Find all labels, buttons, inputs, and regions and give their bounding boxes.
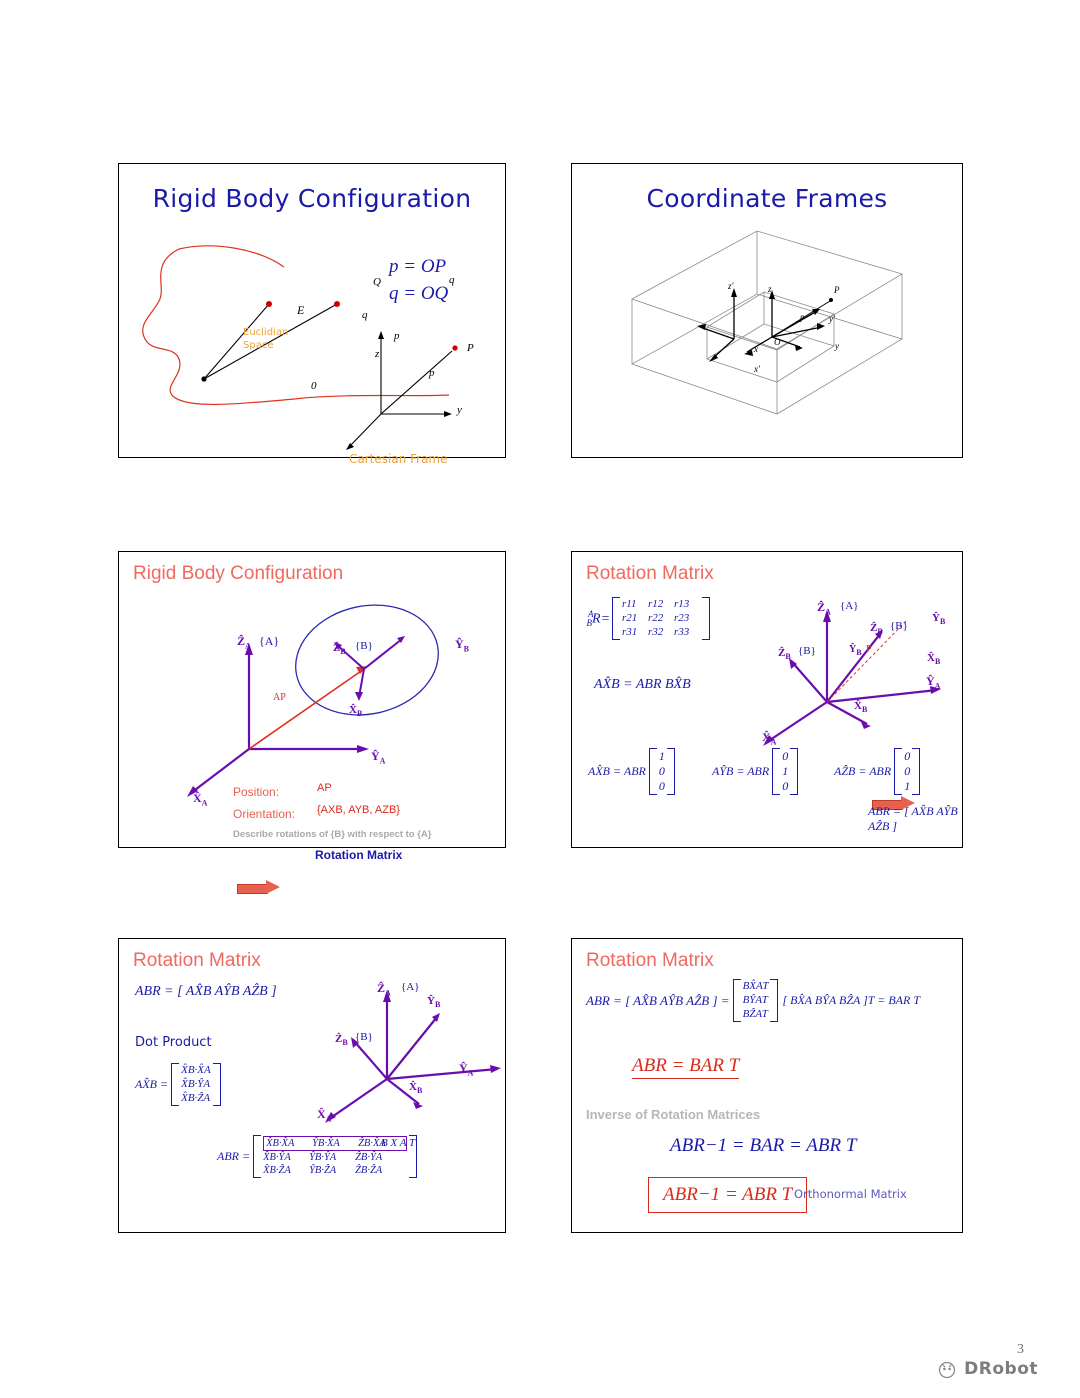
watermark-text: DRobot xyxy=(964,1359,1038,1379)
slide-title: Rotation Matrix xyxy=(586,950,714,971)
label-Z-B: Ẑ$_B$ xyxy=(335,1033,348,1048)
label-vector-p: p xyxy=(800,312,805,322)
top-equation: ABR = [ AX̂B AŶB AẐB ] xyxy=(135,984,277,999)
label-Y-B: $Ŷ_B$ xyxy=(932,612,946,627)
label-vector-p2: p xyxy=(429,367,435,379)
label-x-prime: x' xyxy=(754,364,760,374)
matrix-row: X̂B·ẐA ŶB·ẐA ẐB·ẐA xyxy=(263,1165,383,1177)
slide-rigid-body-configuration-2 xyxy=(118,551,506,862)
rotation-matrix-callout: Rotation Matrix xyxy=(315,848,403,862)
label-Z-A: Ẑ$_A$ xyxy=(377,981,391,998)
label-z: z xyxy=(768,284,772,294)
column-equation-y: AŶB = ABR 0 1 0 xyxy=(712,748,798,795)
rotation-matrix-equation xyxy=(588,597,710,640)
label-y-prime: y' xyxy=(829,314,835,324)
column-equation-x: AX̂B = ABR 1 0 0 xyxy=(588,748,675,795)
label-Y-A: $Ŷ_A$ xyxy=(926,674,941,691)
transform-equation: AX̂B = ABR BX̂B xyxy=(594,677,691,692)
label-space: Space xyxy=(243,340,274,351)
matrix-row: r21 r22 r23 xyxy=(622,611,690,624)
label-x: x xyxy=(754,344,758,354)
label-frame-B: {B} xyxy=(355,1031,373,1043)
label-Y-B: $Ŷ_B$ xyxy=(427,995,441,1010)
equation-q-OQ: q = OQ xyxy=(389,283,449,304)
label-X-A: $X̂_A$ xyxy=(193,791,208,808)
coordinate-frames-diagram xyxy=(572,219,964,454)
label-Z-B2: Ẑ$_B$ xyxy=(778,647,791,662)
position-label: Position: xyxy=(233,785,280,799)
orientation-label: Orientation: xyxy=(233,807,296,821)
matrix-row: r11 r12 r13 xyxy=(622,598,690,610)
label-point-Q: Q xyxy=(373,276,381,288)
label-euclidian: Euclidian xyxy=(243,327,289,338)
dot-product-label: Dot Product xyxy=(135,1035,212,1050)
arrow-icon xyxy=(237,881,281,894)
slide-title: Rigid Body Configuration xyxy=(152,184,472,213)
label-point-q: q xyxy=(449,274,455,286)
column-equation: AX̂B = X̂B·X̂A X̂B·ŶA X̂B·ẐA xyxy=(135,1063,221,1106)
boxed-equation: ABR−1 = ABR T xyxy=(648,1177,807,1213)
slide-rotation-matrix-2 xyxy=(118,938,506,1233)
equation-p-OP: p = OP xyxy=(389,256,447,277)
label-point-P: P xyxy=(866,644,872,655)
label-vector-p: p xyxy=(394,330,400,342)
describe-note: Describe rotations of {B} with respect to {A} xyxy=(233,829,432,840)
label-point-P: P xyxy=(834,285,840,295)
slide-rotation-matrix-3 xyxy=(571,938,963,1233)
orientation-value: {AXB, AYB, AZB} xyxy=(317,804,400,816)
slide-rotation-matrix-1 xyxy=(571,551,963,848)
label-frame-B-top: {B} xyxy=(890,620,908,632)
label-X-A: $X̂_A$ xyxy=(762,730,777,747)
inverse-title: Inverse of Rotation Matrices xyxy=(586,1107,761,1122)
robot-logo-icon xyxy=(936,1358,958,1380)
dot-product-matrix: ABR = X̂B·X̂A ŶB·X̂A ẐB·X̂A X̂B·ŶA ŶB·ŶA ẐB·ŶA X̂B·ẐA ŶB·ẐA ẐB·ẐA xyxy=(217,1135,417,1178)
label-cartesian-frame: Cartesian Frame xyxy=(349,452,448,466)
slide-coordinate-frames xyxy=(571,163,963,458)
label-y: y xyxy=(835,341,839,351)
watermark xyxy=(936,1358,1038,1380)
inverse-equation: ABR−1 = BAR = ABR T xyxy=(670,1135,857,1156)
matrix-row: r31 r32 r33 xyxy=(622,625,690,638)
column-equation-z: AẐB = ABR 0 0 1 xyxy=(834,748,920,795)
frames-diagram xyxy=(309,979,509,1139)
label-frame-B: {B} xyxy=(798,645,816,657)
label-vector-q: q xyxy=(362,309,368,321)
label-frame-A: {A} xyxy=(840,600,859,612)
slide-rigid-body-configuration-1 xyxy=(118,163,506,466)
label-frame-B: {B} xyxy=(355,640,373,652)
label-E: E xyxy=(297,303,305,317)
slide-title: Rotation Matrix xyxy=(133,950,261,971)
label-z-prime: z' xyxy=(728,281,734,291)
label-X-B: $X̂_B$ xyxy=(927,652,941,667)
label-X-B: $X̂_B$ xyxy=(349,704,363,719)
label-X-B: $X̂_B$ xyxy=(409,1081,423,1096)
frames-diagram xyxy=(119,597,507,847)
result-equation: ABR = [ AX̂B AŶB AẐB ] xyxy=(868,804,958,833)
label-Z-B: Ẑ$_B$ xyxy=(333,642,346,657)
slide-title: Rotation Matrix xyxy=(586,563,714,584)
label-Z-A: Ẑ$_A$ xyxy=(817,600,831,617)
orthonormal-label: Orthonormal Matrix xyxy=(794,1187,907,1201)
label-point-P: P xyxy=(467,342,474,354)
page-number: 3 xyxy=(1017,1342,1024,1357)
label-frame-A: {A} xyxy=(259,634,280,648)
side-note: B X A T xyxy=(381,1137,416,1149)
label-Y-A: $Ŷ_A$ xyxy=(459,1061,474,1078)
label-origin-0: 0 xyxy=(311,380,317,392)
matrix-row-highlighted: X̂B·X̂A ŶB·X̂A ẐB·X̂A xyxy=(263,1136,407,1151)
label-Y-A: $Ŷ_A$ xyxy=(371,749,386,766)
rigid-body-diagram xyxy=(119,219,507,449)
label-Y-B2: $Ŷ_B$ xyxy=(849,644,862,657)
slide-title: Rigid Body Configuration xyxy=(133,563,344,584)
label-X-B2: $X̂_B$ xyxy=(854,700,868,715)
label-Y-B: $Ŷ_B$ xyxy=(455,637,470,654)
label-origin-O: O xyxy=(774,337,781,347)
label-AP: AP xyxy=(273,692,286,703)
position-value: AP xyxy=(317,782,332,794)
label-frame-A: {A} xyxy=(401,981,420,993)
slide-title: Coordinate Frames xyxy=(646,184,888,213)
label-Z-B: Ẑ$_B$ xyxy=(870,622,883,637)
R-symbol: $^A_B$R= xyxy=(586,608,611,629)
matrix-row: X̂B·ŶA ŶB·ŶA ẐB·ŶA xyxy=(263,1152,383,1164)
highlighted-equation: ABR = BAR T xyxy=(632,1055,739,1077)
label-axis-y: y xyxy=(457,404,462,416)
label-X-A: $X̂_A$ xyxy=(317,1107,332,1124)
label-Z-A: Ẑ$_A$ xyxy=(237,634,251,651)
main-equation: ABR = [ AX̂B AŶB AẐB ] = BX̂AT BŶAT BẐAT [ BX̂A BŶA BẐA ]T = BAR T xyxy=(586,979,920,1022)
label-axis-z: z xyxy=(375,348,380,360)
